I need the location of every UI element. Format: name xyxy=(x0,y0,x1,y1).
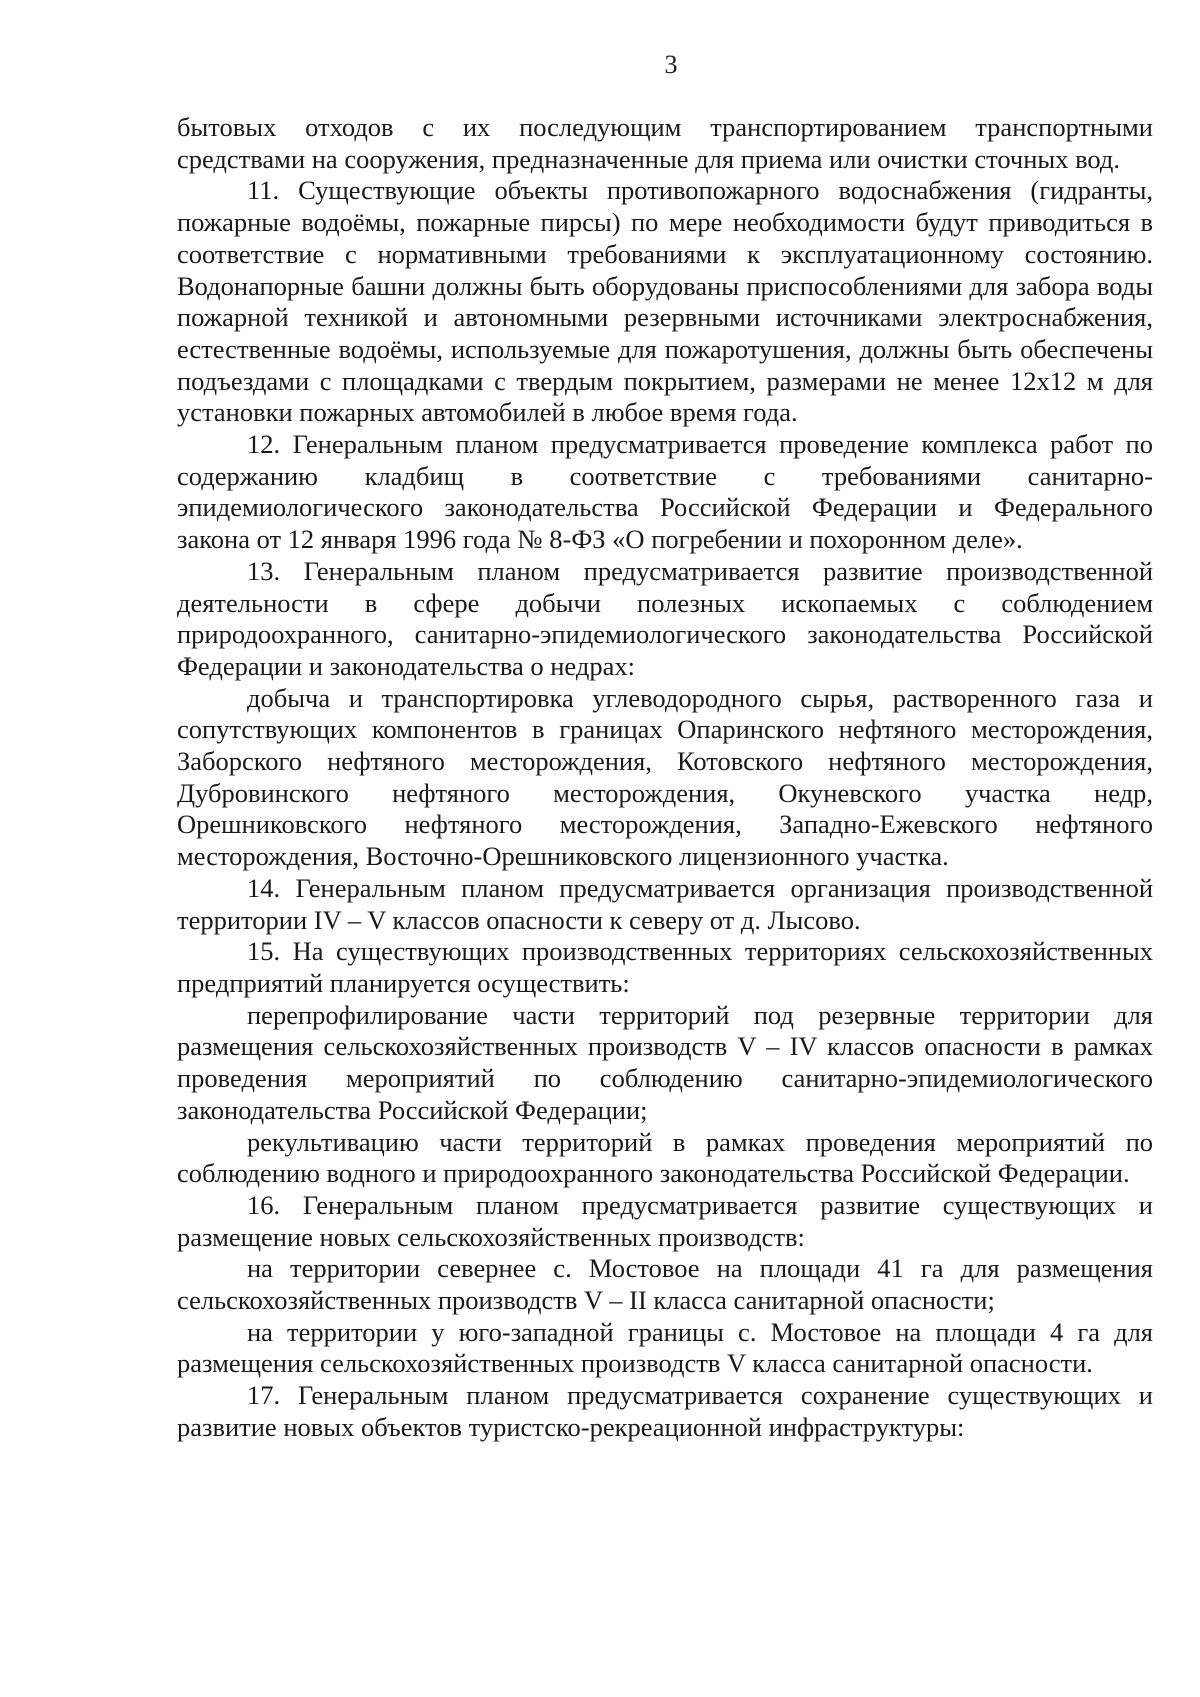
paragraph-item-16-subitem-2: на территории у юго-западной границы с. Мостовое на площади 4 га для размещения сельскохозяйственных производств V класса санитарной опасности. xyxy=(177,1316,1153,1379)
document-body xyxy=(177,112,1153,1444)
paragraph-item-11: 11. Существующие объекты противопожарного водоснабжения (гидранты, пожарные водоёмы, пожарные пирсы) по мере необходимости будут приводиться в соответствие с нормативными требованиями к эксплуатационному состоянию. Водонапорные башни должны быть оборудованы приспособлениями для забора воды пожарной техникой и автономными резервными источниками электроснабжения, естественные водоёмы, используемые для пожаротушения, должны быть обеспечены подъездами с площадками с твердым покрытием, размерами не менее 12х12 м для установки пожарных автомобилей в любое время года. xyxy=(177,175,1153,428)
paragraph-continuation: бытовых отходов с их последующим транспортированием транспортными средствами на сооружения, предназначенные для приема или очистки сточных вод. xyxy=(177,112,1153,174)
paragraph-item-15: 15. На существующих производственных территориях сельскохозяйственных предприятий планируется осуществить: xyxy=(177,936,1153,998)
paragraph-item-14: 14. Генеральным планом предусматривается организация производственной территории IV – V классов опасности к северу от д. Лысово. xyxy=(177,872,1153,935)
paragraph-item-13-subitem: добыча и транспортировка углеводородного сырья, растворенного газа и сопутствующих компонентов в границах Опаринского нефтяного месторождения, Заборского нефтяного месторождения, Котовского нефтяного месторождения, Дубровинского нефтяного месторождения, Окуневского участка недр, Орешниковского нефтяного месторождения, Западно-Ежевского нефтяного месторождения, Восточно-Орешниковского лицензионного участка. xyxy=(177,682,1153,872)
paragraph-item-15-subitem-2: рекультивацию части территорий в рамках проведения мероприятий по соблюдению водного и природоохранного законодательства Российской Федерации. xyxy=(177,1126,1153,1189)
paragraph-item-16: 16. Генеральным планом предусматривается развитие существующих и размещение новых сельскохозяйственных производств: xyxy=(177,1189,1153,1252)
paragraph-item-16-subitem-1: на территории севернее с. Мостовое на площади 41 га для размещения сельскохозяйственных производств V – II класса санитарной опасности; xyxy=(177,1253,1153,1316)
paragraph-item-12: 12. Генеральным планом предусматривается проведение комплекса работ по содержанию кладбищ в соответствие с требованиями санитарно-эпидемиологического законодательства Российской Федерации и Федерального закона от 12 января 1996 года № 8-ФЗ «О погребении и похоронном деле». xyxy=(177,429,1153,555)
paragraph-item-13: 13. Генеральным планом предусматривается развитие производственной деятельности в сфере добычи полезных ископаемых с соблюдением природоохранного, санитарно-эпидемиологического законодательства Российской Федерации и законодательства о недрах: xyxy=(177,555,1153,681)
page-number: 3 xyxy=(664,50,678,79)
paragraph-item-15-subitem-1: перепрофилирование части территорий под резервные территории для размещения сельскохозяйственных производств V – IV классов опасности в рамках проведения мероприятий по соблюдению санитарно-эпидемиологического законодательства Российской Федерации; xyxy=(177,999,1153,1125)
paragraph-item-17: 17. Генеральным планом предусматривается сохранение существующих и развитие новых объектов туристско-рекреационной инфраструктуры: xyxy=(177,1380,1153,1442)
